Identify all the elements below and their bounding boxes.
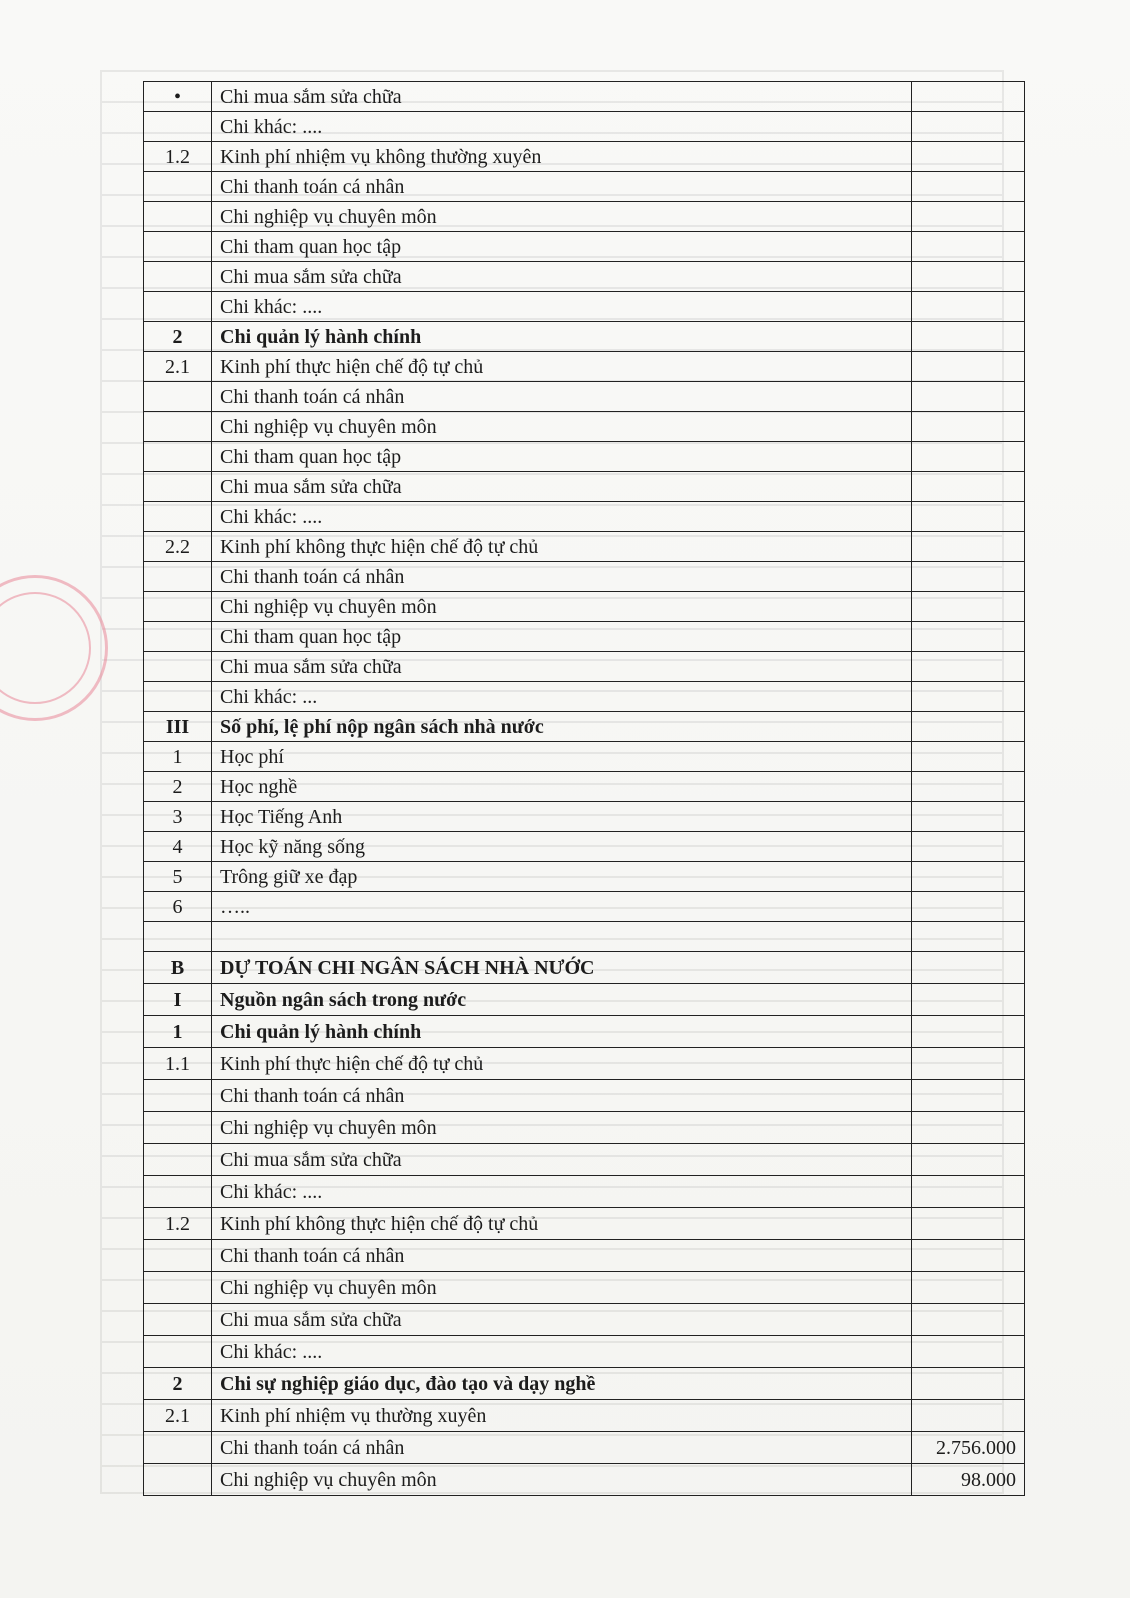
row-content-cell: Học phí: [212, 742, 912, 772]
row-content-cell: Nguồn ngân sách trong nước: [212, 984, 912, 1016]
table-row: [144, 1464, 1025, 1496]
row-number-cell: [144, 592, 212, 622]
row-number-cell: 1: [144, 1016, 212, 1048]
budget-table-body: [144, 82, 1025, 1496]
table-row: [144, 1304, 1025, 1336]
row-number-cell: [144, 1112, 212, 1144]
row-number-cell: 1: [144, 742, 212, 772]
row-amount-cell: 2.756.000: [912, 1432, 1025, 1464]
row-number-cell: 1.2: [144, 142, 212, 172]
row-content-cell: Chi nghiệp vụ chuyên môn: [212, 202, 912, 232]
row-content-cell: Chi khác: ...: [212, 682, 912, 712]
row-content-cell: Chi thanh toán cá nhân: [212, 172, 912, 202]
row-amount-cell: [912, 112, 1025, 142]
table-row: [144, 1368, 1025, 1400]
row-content-cell: Chi khác: ....: [212, 1176, 912, 1208]
row-number-cell: [144, 382, 212, 412]
table-row: [144, 682, 1025, 712]
row-number-cell: 1.2: [144, 1208, 212, 1240]
table-row: [144, 532, 1025, 562]
row-amount-cell: [912, 652, 1025, 682]
row-number-cell: 2.1: [144, 1400, 212, 1432]
row-content-cell: Chi mua sắm sửa chữa: [212, 82, 912, 112]
row-amount-cell: [912, 562, 1025, 592]
row-number-cell: 4: [144, 832, 212, 862]
row-number-cell: I: [144, 984, 212, 1016]
table-row: [144, 1240, 1025, 1272]
table-row: [144, 772, 1025, 802]
row-amount-cell: [912, 532, 1025, 562]
row-number-cell: 6: [144, 892, 212, 922]
row-content-cell: Chi quản lý hành chính: [212, 322, 912, 352]
row-number-cell: 2: [144, 772, 212, 802]
row-amount-cell: [912, 472, 1025, 502]
row-number-cell: [144, 172, 212, 202]
row-amount-cell: [912, 742, 1025, 772]
row-content-cell: Chi khác: ....: [212, 292, 912, 322]
row-content-cell: Chi mua sắm sửa chữa: [212, 262, 912, 292]
row-amount-cell: [912, 262, 1025, 292]
table-row: [144, 862, 1025, 892]
row-amount-cell: [912, 682, 1025, 712]
row-amount-cell: [912, 322, 1025, 352]
row-amount-cell: [912, 232, 1025, 262]
table-row: [144, 112, 1025, 142]
table-row: [144, 652, 1025, 682]
table-row: [144, 832, 1025, 862]
row-amount-cell: [912, 1304, 1025, 1336]
row-number-cell: [144, 1464, 212, 1496]
row-number-cell: B: [144, 952, 212, 984]
table-row: [144, 172, 1025, 202]
row-amount-cell: [912, 382, 1025, 412]
row-number-cell: 2.1: [144, 352, 212, 382]
table-row: [144, 984, 1025, 1016]
row-number-cell: [144, 562, 212, 592]
row-amount-cell: [912, 984, 1025, 1016]
table-row: [144, 502, 1025, 532]
row-amount-cell: [912, 1016, 1025, 1048]
row-amount-cell: [912, 1144, 1025, 1176]
row-content-cell: Chi mua sắm sửa chữa: [212, 472, 912, 502]
row-content-cell: Chi nghiệp vụ chuyên môn: [212, 592, 912, 622]
row-number-cell: 2.2: [144, 532, 212, 562]
row-amount-cell: [912, 412, 1025, 442]
row-amount-cell: [912, 1336, 1025, 1368]
row-content-cell: Học Tiếng Anh: [212, 802, 912, 832]
table-row: [144, 1208, 1025, 1240]
table-row: [144, 1176, 1025, 1208]
row-number-cell: [144, 472, 212, 502]
row-content-cell: Kinh phí nhiệm vụ không thường xuyên: [212, 142, 912, 172]
row-amount-cell: [912, 442, 1025, 472]
row-content-cell: Chi nghiệp vụ chuyên môn: [212, 1464, 912, 1496]
row-number-cell: [144, 1432, 212, 1464]
row-content-cell: Chi nghiệp vụ chuyên môn: [212, 1112, 912, 1144]
table-row: [144, 802, 1025, 832]
row-content-cell: …..: [212, 892, 912, 922]
row-amount-cell: [912, 1112, 1025, 1144]
row-content-cell: Chi tham quan học tập: [212, 622, 912, 652]
row-number-cell: [144, 1240, 212, 1272]
table-row: [144, 592, 1025, 622]
row-content-cell: Kinh phí thực hiện chế độ tự chủ: [212, 1048, 912, 1080]
row-amount-cell: [912, 922, 1025, 952]
row-number-cell: III: [144, 712, 212, 742]
table-row: [144, 1080, 1025, 1112]
row-number-cell: [144, 682, 212, 712]
row-amount-cell: [912, 502, 1025, 532]
row-amount-cell: [912, 82, 1025, 112]
table-row: [144, 562, 1025, 592]
row-amount-cell: 98.000: [912, 1464, 1025, 1496]
row-number-cell: [144, 1272, 212, 1304]
row-content-cell: Chi khác: ....: [212, 112, 912, 142]
row-amount-cell: [912, 292, 1025, 322]
table-row: [144, 1144, 1025, 1176]
row-content-cell: Chi mua sắm sửa chữa: [212, 1304, 912, 1336]
table-row: [144, 142, 1025, 172]
table-row: [144, 412, 1025, 442]
budget-table: [143, 81, 1025, 1496]
table-row: [144, 322, 1025, 352]
row-content-cell: Kinh phí nhiệm vụ thường xuyên: [212, 1400, 912, 1432]
table-row: [144, 202, 1025, 232]
row-number-cell: [144, 232, 212, 262]
row-amount-cell: [912, 592, 1025, 622]
row-content-cell: Chi mua sắm sửa chữa: [212, 1144, 912, 1176]
row-amount-cell: [912, 142, 1025, 172]
row-amount-cell: [912, 832, 1025, 862]
row-number-cell: [144, 1304, 212, 1336]
table-row: [144, 1112, 1025, 1144]
row-content-cell: Chi mua sắm sửa chữa: [212, 652, 912, 682]
row-content-cell: Chi tham quan học tập: [212, 232, 912, 262]
table-row: [144, 1016, 1025, 1048]
row-number-cell: [144, 1080, 212, 1112]
row-number-cell: [144, 1176, 212, 1208]
table-row: [144, 352, 1025, 382]
row-content-cell: Kinh phí thực hiện chế độ tự chủ: [212, 352, 912, 382]
table-row: [144, 232, 1025, 262]
table-row: [144, 742, 1025, 772]
row-content-cell: Chi quản lý hành chính: [212, 1016, 912, 1048]
table-row: [144, 922, 1025, 952]
row-number-cell: [144, 202, 212, 232]
table-row: [144, 82, 1025, 112]
row-content-cell: Kinh phí không thực hiện chế độ tự chủ: [212, 1208, 912, 1240]
row-number-cell: •: [144, 82, 212, 112]
table-row: [144, 1272, 1025, 1304]
row-amount-cell: [912, 892, 1025, 922]
row-amount-cell: [912, 802, 1025, 832]
row-content-cell: Chi thanh toán cá nhân: [212, 1240, 912, 1272]
table-row: [144, 1336, 1025, 1368]
table-row: [144, 952, 1025, 984]
row-amount-cell: [912, 862, 1025, 892]
row-content-cell: Học nghề: [212, 772, 912, 802]
row-content-cell: DỰ TOÁN CHI NGÂN SÁCH NHÀ NƯỚC: [212, 952, 912, 984]
table-row: [144, 382, 1025, 412]
row-amount-cell: [912, 1240, 1025, 1272]
row-content-cell: Chi thanh toán cá nhân: [212, 1432, 912, 1464]
table-row: [144, 1048, 1025, 1080]
table-row: [144, 622, 1025, 652]
row-content-cell: Chi sự nghiệp giáo dục, đào tạo và dạy nghề: [212, 1368, 912, 1400]
row-content-cell: Chi tham quan học tập: [212, 442, 912, 472]
row-content-cell: Chi thanh toán cá nhân: [212, 382, 912, 412]
row-content-cell: Chi nghiệp vụ chuyên môn: [212, 412, 912, 442]
row-content-cell: Chi nghiệp vụ chuyên môn: [212, 1272, 912, 1304]
row-amount-cell: [912, 772, 1025, 802]
row-number-cell: [144, 1144, 212, 1176]
row-content-cell: Số phí, lệ phí nộp ngân sách nhà nước: [212, 712, 912, 742]
row-content-cell: Chi thanh toán cá nhân: [212, 562, 912, 592]
row-content-cell: [212, 922, 912, 952]
row-content-cell: Chi thanh toán cá nhân: [212, 1080, 912, 1112]
table-row: [144, 442, 1025, 472]
row-amount-cell: [912, 1048, 1025, 1080]
table-row: [144, 472, 1025, 502]
table-row: [144, 292, 1025, 322]
row-content-cell: Học kỹ năng sống: [212, 832, 912, 862]
row-number-cell: [144, 622, 212, 652]
row-content-cell: Kinh phí không thực hiện chế độ tự chủ: [212, 532, 912, 562]
row-number-cell: [144, 1336, 212, 1368]
row-number-cell: 1.1: [144, 1048, 212, 1080]
red-seal-stamp: [0, 575, 108, 721]
table-row: [144, 262, 1025, 292]
row-number-cell: 2: [144, 322, 212, 352]
table-row: [144, 1432, 1025, 1464]
row-amount-cell: [912, 1176, 1025, 1208]
row-number-cell: [144, 412, 212, 442]
row-amount-cell: [912, 952, 1025, 984]
row-amount-cell: [912, 1400, 1025, 1432]
row-amount-cell: [912, 712, 1025, 742]
row-number-cell: [144, 112, 212, 142]
row-amount-cell: [912, 1368, 1025, 1400]
row-number-cell: [144, 442, 212, 472]
row-amount-cell: [912, 172, 1025, 202]
row-amount-cell: [912, 202, 1025, 232]
row-number-cell: 5: [144, 862, 212, 892]
row-amount-cell: [912, 622, 1025, 652]
row-amount-cell: [912, 1080, 1025, 1112]
row-number-cell: [144, 262, 212, 292]
row-content-cell: Trông giữ xe đạp: [212, 862, 912, 892]
row-number-cell: [144, 502, 212, 532]
row-number-cell: [144, 922, 212, 952]
row-content-cell: Chi khác: ....: [212, 1336, 912, 1368]
row-number-cell: 2: [144, 1368, 212, 1400]
table-row: [144, 712, 1025, 742]
row-number-cell: [144, 652, 212, 682]
row-number-cell: 3: [144, 802, 212, 832]
row-amount-cell: [912, 352, 1025, 382]
row-content-cell: Chi khác: ....: [212, 502, 912, 532]
table-row: [144, 1400, 1025, 1432]
table-row: [144, 892, 1025, 922]
row-number-cell: [144, 292, 212, 322]
row-amount-cell: [912, 1272, 1025, 1304]
row-amount-cell: [912, 1208, 1025, 1240]
